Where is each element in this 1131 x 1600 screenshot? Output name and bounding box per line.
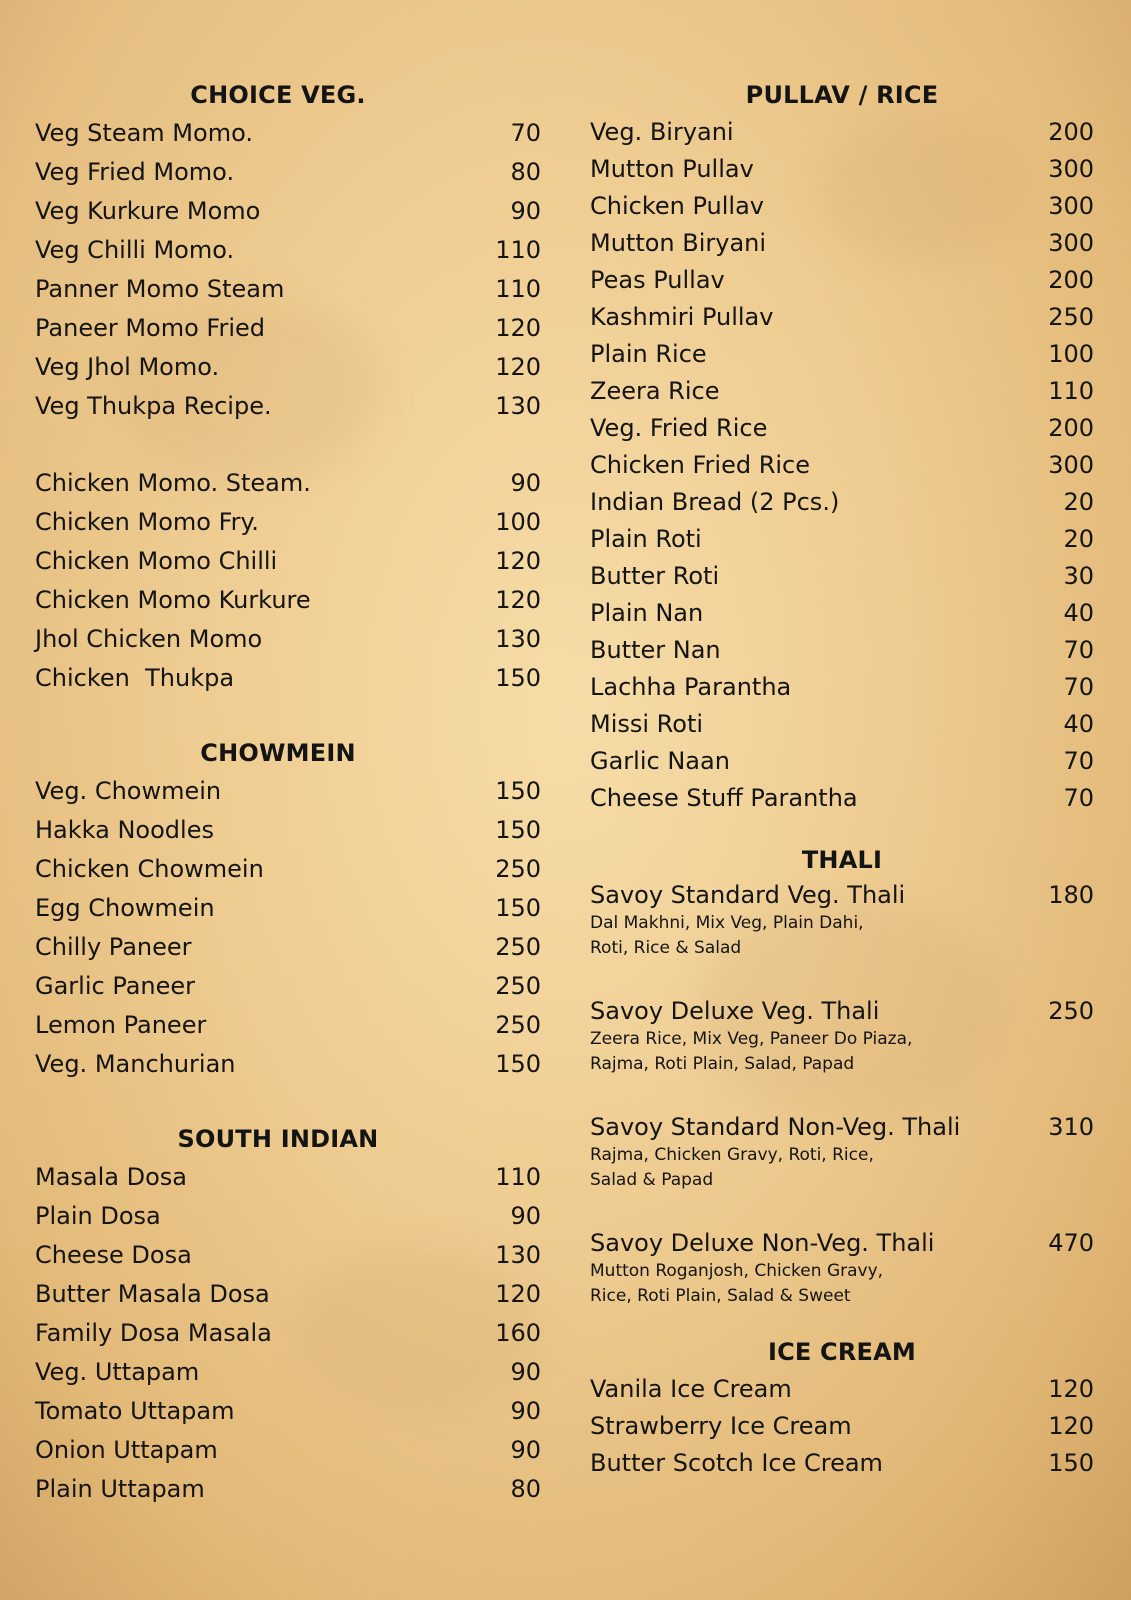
item-price: 90 (510, 1358, 541, 1386)
menu-item (590, 743, 1094, 780)
item-price: 300 (1048, 155, 1094, 183)
item-name: Paneer Momo Fried (35, 314, 266, 342)
item-price: 110 (495, 1163, 541, 1191)
item-price: 300 (1048, 451, 1094, 479)
menu-item (35, 114, 541, 153)
item-name: Veg Steam Momo. (35, 119, 253, 147)
section-heading: ICE CREAM (767, 1338, 917, 1366)
menu-item (590, 225, 1094, 262)
item-name: Plain Dosa (35, 1202, 161, 1230)
item-name: Plain Roti (590, 525, 702, 553)
item-name: Lachha Parantha (590, 673, 792, 701)
item-name: Vanila Ice Cream (590, 1375, 792, 1403)
item-name: Chicken Momo Chilli (35, 547, 278, 575)
item-name: Mutton Pullav (590, 155, 754, 183)
item-name: Jhol Chicken Momo (35, 625, 263, 653)
item-name: Veg Fried Momo. (35, 158, 235, 186)
item-price: 150 (495, 777, 541, 805)
item-price: 90 (510, 1436, 541, 1464)
menu-item (590, 410, 1094, 447)
item-price: 20 (1063, 525, 1094, 553)
item-price: 30 (1063, 562, 1094, 590)
menu-item (35, 1353, 541, 1392)
menu-item (35, 772, 541, 811)
menu-item (590, 336, 1094, 373)
item-name: Butter Roti (590, 562, 720, 590)
item-price: 70 (510, 119, 541, 147)
section-heading: CHOICE VEG. (190, 81, 366, 109)
item-description: Rajma, Roti Plain, Salad, Papad (590, 1054, 855, 1074)
chicken-momo-list (35, 464, 541, 698)
item-name: Chicken Momo Kurkure (35, 586, 311, 614)
item-description: Rajma, Chicken Gravy, Roti, Rice, (590, 1145, 874, 1165)
section-pullav-rice (590, 76, 1094, 817)
menu-item (590, 669, 1094, 706)
menu-item (590, 484, 1094, 521)
item-description: Dal Makhni, Mix Veg, Plain Dahi, (590, 913, 864, 933)
item-price: 250 (495, 933, 541, 961)
item-price: 120 (495, 353, 541, 381)
item-name: Garlic Naan (590, 747, 730, 775)
item-name: Panner Momo Steam (35, 275, 285, 303)
item-price: 120 (495, 547, 541, 575)
item-name: Veg Chilli Momo. (35, 236, 235, 264)
item-name: Strawberry Ice Cream (590, 1412, 852, 1440)
item-price: 470 (1048, 1229, 1094, 1257)
section-choice-veg (35, 76, 541, 698)
menu-item (35, 659, 541, 698)
item-price: 180 (1048, 881, 1094, 909)
item-price: 70 (1063, 784, 1094, 812)
menu-item (590, 373, 1094, 410)
item-price: 90 (510, 197, 541, 225)
item-name: Veg Jhol Momo. (35, 353, 220, 381)
spacer (35, 426, 541, 464)
item-description: Rice, Roti Plain, Salad & Sweet (590, 1286, 851, 1306)
item-price: 40 (1063, 710, 1094, 738)
item-price: 250 (1048, 303, 1094, 331)
item-name: Plain Nan (590, 599, 704, 627)
item-price: 150 (495, 894, 541, 922)
menu-item (590, 188, 1094, 225)
item-name: Veg. Biryani (590, 118, 734, 146)
item-name: Plain Uttapam (35, 1475, 205, 1503)
menu-item (35, 464, 541, 503)
menu-item (35, 542, 541, 581)
section-heading: PULLAV / RICE (745, 81, 939, 109)
section-ice-cream (590, 1333, 1094, 1482)
menu-item (35, 192, 541, 231)
item-price: 40 (1063, 599, 1094, 627)
item-price: 110 (1048, 377, 1094, 405)
section-heading: SOUTH INDIAN (177, 1125, 379, 1153)
item-name: Masala Dosa (35, 1163, 188, 1191)
veg-momo-list (35, 114, 541, 426)
item-name: Zeera Rice (590, 377, 720, 405)
spacer (590, 817, 1094, 841)
menu-item (35, 1006, 541, 1045)
item-price: 80 (510, 158, 541, 186)
item-description: Mutton Roganjosh, Chicken Gravy, (590, 1261, 884, 1281)
menu-item (35, 1236, 541, 1275)
menu-item (590, 151, 1094, 188)
item-name: Peas Pullav (590, 266, 725, 294)
menu-item (590, 262, 1094, 299)
item-price: 20 (1063, 488, 1094, 516)
item-name: Savoy Deluxe Veg. Thali (590, 997, 880, 1025)
menu-item (35, 1314, 541, 1353)
item-price: 150 (495, 1050, 541, 1078)
menu-item (35, 387, 541, 426)
menu-item (590, 780, 1094, 817)
menu-item (35, 348, 541, 387)
section-heading: THALI (801, 846, 883, 874)
section-chowmein (35, 734, 541, 1084)
spacer (35, 698, 541, 734)
item-name: Chicken Thukpa (35, 664, 235, 692)
item-name: Cheese Dosa (35, 1241, 192, 1269)
menu-item (35, 231, 541, 270)
item-price: 130 (495, 392, 541, 420)
item-price: 90 (510, 1202, 541, 1230)
menu-item (35, 1470, 541, 1509)
item-name: Kashmiri Pullav (590, 303, 774, 331)
item-price: 120 (1048, 1412, 1094, 1440)
left-column (35, 76, 541, 1509)
item-price: 250 (1048, 997, 1094, 1025)
menu-item (35, 620, 541, 659)
menu-item (35, 581, 541, 620)
item-price: 300 (1048, 229, 1094, 257)
item-name: Savoy Standard Veg. Thali (590, 881, 906, 909)
item-name: Veg. Chowmein (35, 777, 222, 805)
item-name: Family Dosa Masala (35, 1319, 272, 1347)
menu-item (35, 967, 541, 1006)
right-column (590, 76, 1094, 1482)
item-name: Indian Bread (2 Pcs.) (590, 488, 840, 516)
menu-item (35, 309, 541, 348)
menu-item (590, 1371, 1094, 1408)
item-price: 70 (1063, 747, 1094, 775)
menu-item (35, 1158, 541, 1197)
item-price: 250 (495, 972, 541, 1000)
item-name: Lemon Paneer (35, 1011, 207, 1039)
menu-item (35, 928, 541, 967)
section-south-indian (35, 1120, 541, 1509)
menu-item (35, 1045, 541, 1084)
item-name: Chicken Chowmein (35, 855, 264, 883)
menu-item (590, 447, 1094, 484)
item-name: Veg. Manchurian (35, 1050, 236, 1078)
item-name: Butter Nan (590, 636, 721, 664)
section-heading: CHOWMEIN (200, 739, 356, 767)
item-name: Chicken Momo. Steam. (35, 469, 311, 497)
menu-item (590, 1408, 1094, 1445)
section-thali (590, 841, 1094, 1309)
item-price: 160 (495, 1319, 541, 1347)
menu-item (35, 1275, 541, 1314)
item-description: Salad & Papad (590, 1170, 714, 1190)
item-name: Garlic Paneer (35, 972, 196, 1000)
menu-item (35, 1197, 541, 1236)
item-price: 100 (495, 508, 541, 536)
item-price: 120 (495, 1280, 541, 1308)
menu-item (590, 558, 1094, 595)
item-price: 150 (495, 664, 541, 692)
item-name: Tomato Uttapam (35, 1397, 235, 1425)
item-price: 110 (495, 236, 541, 264)
item-price: 200 (1048, 266, 1094, 294)
menu-item (35, 153, 541, 192)
item-price: 250 (495, 855, 541, 883)
item-price: 130 (495, 1241, 541, 1269)
item-price: 200 (1048, 414, 1094, 442)
item-price: 130 (495, 625, 541, 653)
menu-item (35, 503, 541, 542)
spacer (35, 1084, 541, 1120)
item-price: 70 (1063, 636, 1094, 664)
item-name: Veg Kurkure Momo (35, 197, 261, 225)
item-price: 200 (1048, 118, 1094, 146)
item-name: Egg Chowmein (35, 894, 215, 922)
menu-item (590, 706, 1094, 743)
item-description: Zeera Rice, Mix Veg, Paneer Do Piaza, (590, 1029, 913, 1049)
item-price: 110 (495, 275, 541, 303)
menu-item (590, 1445, 1094, 1482)
item-name: Butter Scotch Ice Cream (590, 1449, 883, 1477)
item-price: 150 (495, 816, 541, 844)
thali-item (590, 995, 1094, 1077)
menu-item (590, 595, 1094, 632)
item-price: 120 (1048, 1375, 1094, 1403)
menu-item (590, 299, 1094, 336)
item-name: Chicken Momo Fry. (35, 508, 259, 536)
item-name: Veg. Fried Rice (590, 414, 768, 442)
menu-item (35, 270, 541, 309)
thali-item (590, 879, 1094, 961)
item-name: Cheese Stuff Parantha (590, 784, 858, 812)
item-name: Chilly Paneer (35, 933, 192, 961)
menu-item (590, 632, 1094, 669)
item-price: 70 (1063, 673, 1094, 701)
menu-item (590, 521, 1094, 558)
item-price: 120 (495, 314, 541, 342)
item-description: Roti, Rice & Salad (590, 938, 742, 958)
thali-item (590, 1227, 1094, 1309)
menu-item (35, 1431, 541, 1470)
item-price: 250 (495, 1011, 541, 1039)
item-price: 90 (510, 469, 541, 497)
item-price: 90 (510, 1397, 541, 1425)
item-name: Mutton Biryani (590, 229, 767, 257)
menu-item (35, 889, 541, 928)
item-name: Plain Rice (590, 340, 707, 368)
item-name: Butter Masala Dosa (35, 1280, 270, 1308)
item-name: Hakka Noodles (35, 816, 214, 844)
thali-item (590, 1111, 1094, 1193)
item-name: Chicken Fried Rice (590, 451, 811, 479)
item-price: 80 (510, 1475, 541, 1503)
item-name: Veg. Uttapam (35, 1358, 200, 1386)
item-price: 300 (1048, 192, 1094, 220)
item-price: 120 (495, 586, 541, 614)
item-price: 100 (1048, 340, 1094, 368)
item-name: Onion Uttapam (35, 1436, 218, 1464)
menu-item (590, 114, 1094, 151)
item-name: Savoy Deluxe Non-Veg. Thali (590, 1229, 935, 1257)
item-name: Savoy Standard Non-Veg. Thali (590, 1113, 961, 1141)
item-price: 310 (1048, 1113, 1094, 1141)
item-name: Chicken Pullav (590, 192, 764, 220)
menu-item (35, 811, 541, 850)
menu-item (35, 1392, 541, 1431)
item-price: 150 (1048, 1449, 1094, 1477)
menu-item (35, 850, 541, 889)
item-name: Missi Roti (590, 710, 704, 738)
item-name: Veg Thukpa Recipe. (35, 392, 272, 420)
